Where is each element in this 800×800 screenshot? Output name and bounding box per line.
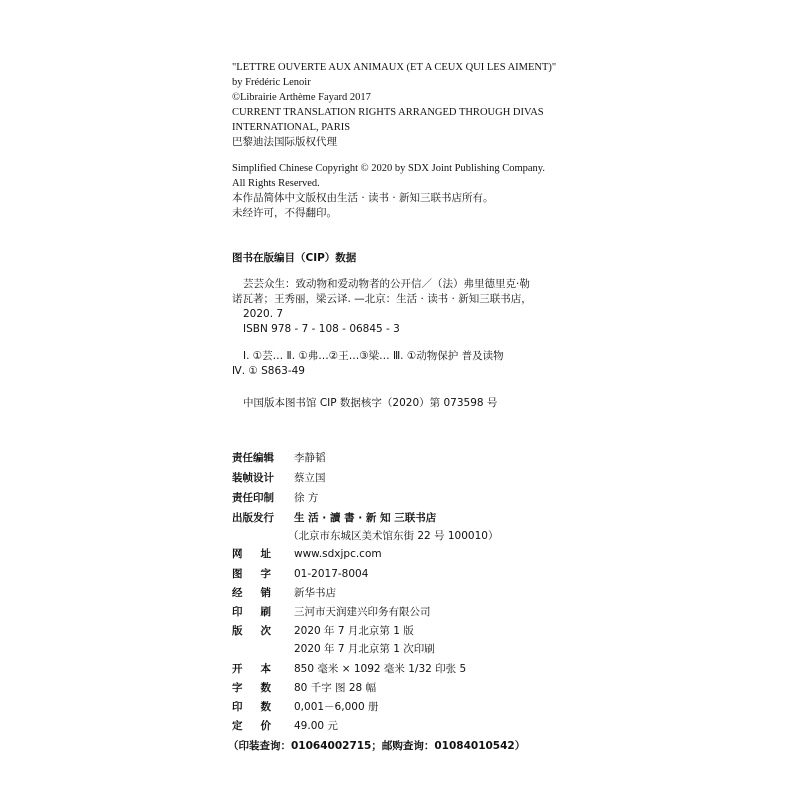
price: 49.00 元 <box>294 720 338 732</box>
cip-entry-line: 2020. 7 <box>243 308 284 320</box>
credit-value: 李静韬 <box>294 452 326 464</box>
credit-row <box>232 682 376 695</box>
credit-label: 图字 <box>232 568 289 580</box>
credit-label: 印数 <box>232 701 289 713</box>
credit-value: 80 千字 图 28 幅 <box>294 682 377 694</box>
credit-value: 850 毫米 × 1092 毫米 1/32 印张 5 <box>294 663 467 675</box>
credit-row <box>232 452 326 465</box>
credit-label: 定价 <box>232 720 289 732</box>
credit-value: 新华书店 <box>294 587 336 599</box>
credit-row <box>232 625 414 638</box>
credit-row <box>232 492 318 505</box>
credit-row <box>232 587 336 600</box>
rights-arrangement-cont: INTERNATIONAL, PARIS <box>232 122 351 133</box>
credit-label: 经销 <box>232 587 289 599</box>
cip-entry-line: 芸芸众生：致动物和爱动物者的公开信／（法）弗里德里克·勒 <box>243 278 530 290</box>
credit-value: 蔡立国 <box>294 472 326 484</box>
credit-label: 网址 <box>232 548 289 560</box>
credit-row <box>232 663 466 676</box>
credit-label: 印刷 <box>232 606 289 618</box>
credit-label: 责任印制 <box>232 492 274 504</box>
publisher-name: 生 活 · 讀 書 · 新 知 三联书店 <box>294 512 437 524</box>
original-copyright: ©Librairie Arthème Fayard 2017 <box>232 92 371 103</box>
chinese-copyright: Simplified Chinese Copyright © 2020 by SDX Joint Publishing Company. <box>232 163 545 174</box>
credit-value: 01-2017-8004 <box>294 568 369 580</box>
publisher-address: （北京市东城区美术馆东街 22 号 100010） <box>288 530 499 542</box>
cip-verification: 中国版本图书馆 CIP 数据核字（2020）第 073598 号 <box>243 397 498 409</box>
credit-row <box>232 720 338 733</box>
credit-row <box>232 701 378 714</box>
original-title: "LETTRE OUVERTE AUX ANIMAUX (ET A CEUX QUI LES AIMENT)" <box>232 62 557 73</box>
author-line: by Frédéric Lenoir <box>232 77 311 88</box>
credit-label: 字数 <box>232 682 289 694</box>
credit-value: 徐 方 <box>294 492 319 504</box>
cip-heading: 图书在版编目（CIP）数据 <box>232 252 357 264</box>
credit-value: 0,001－6,000 册 <box>294 701 379 713</box>
rights-reserved: All Rights Reserved. <box>232 178 320 189</box>
cip-entry-line: 诺瓦著；王秀丽，梁云译. —北京：生活 · 读书 · 新知三联书店， <box>232 293 532 305</box>
credit-value: 三河市天润建兴印务有限公司 <box>294 606 431 618</box>
classification-line: Ⅰ. ①芸… Ⅱ. ①弗…②王…③梁… Ⅲ. ①动物保护 普及读物 <box>243 350 504 362</box>
credit-value: 2020 年 7 月北京第 1 版 <box>294 625 414 637</box>
credit-row <box>232 472 326 485</box>
printing-line: 2020 年 7 月北京第 1 次印刷 <box>294 643 435 655</box>
inquiry-footer: （印装查询：01064002715；邮购查询：01084010542） <box>228 740 526 752</box>
isbn: ISBN 978 - 7 - 108 - 06845 - 3 <box>243 323 400 335</box>
rights-agent: 巴黎迪法国际版权代理 <box>232 136 337 148</box>
classification-line: Ⅳ. ① S863-49 <box>232 365 305 377</box>
rights-arrangement: CURRENT TRANSLATION RIGHTS ARRANGED THROUGH DIVAS <box>232 107 544 118</box>
chinese-copyright-owner: 本作品简体中文版权由生活 · 读书 · 新知三联书店所有。 <box>232 192 494 204</box>
credit-row <box>232 512 436 525</box>
credit-label: 版次 <box>232 625 289 637</box>
credit-row <box>232 568 368 581</box>
credit-row <box>232 548 382 561</box>
credit-label: 责任编辑 <box>232 452 274 464</box>
credit-label: 开本 <box>232 663 289 675</box>
reprint-notice: 未经许可，不得翻印。 <box>232 207 337 219</box>
credit-label: 出版发行 <box>232 512 274 524</box>
credit-row <box>232 606 431 619</box>
credit-label: 装帧设计 <box>232 472 274 484</box>
website: www.sdxjpc.com <box>294 548 382 560</box>
